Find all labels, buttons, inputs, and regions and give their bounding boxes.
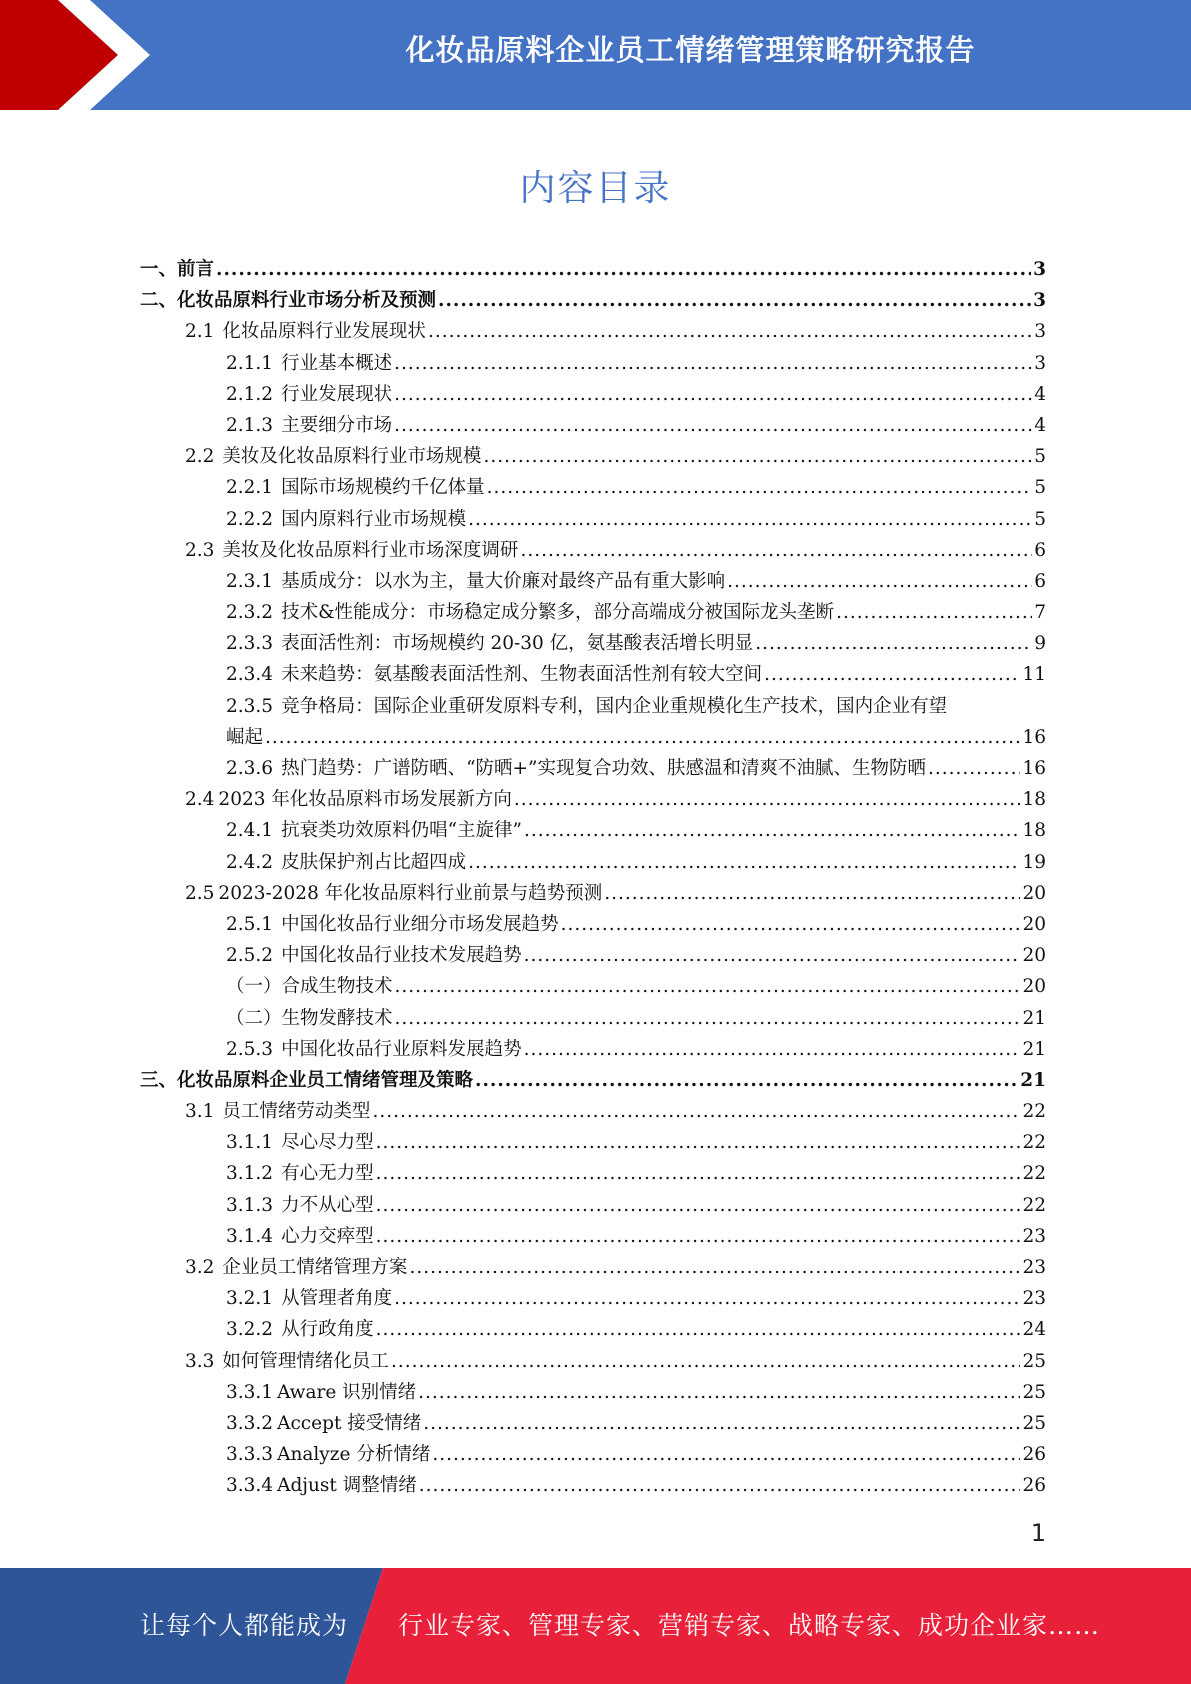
toc-entry-number: 三、 bbox=[140, 1069, 178, 1091]
toc-entry-text: 竞争格局：国际企业重研发原料专利，国内企业重规模化生产技术，国内企业有望 bbox=[281, 695, 948, 717]
toc-entry-number: 3.3 bbox=[185, 1350, 215, 1372]
toc-entry[interactable] bbox=[140, 566, 1046, 597]
toc-entry-text: 未来趋势：氨基酸表面活性剂、生物表面活性剂有较大空间 bbox=[281, 664, 763, 686]
toc-entry-number: 3.3.2 bbox=[226, 1412, 274, 1434]
toc-page-number: 26 bbox=[1022, 1444, 1046, 1466]
toc-dot-leader bbox=[376, 1221, 1021, 1252]
toc-entry-text: 从行政角度 bbox=[281, 1319, 374, 1341]
toc-page-number: 22 bbox=[1022, 1132, 1046, 1154]
toc-entry-text: 美妆及化妆品原料行业市场规模 bbox=[222, 446, 482, 468]
toc-page-number: 20 bbox=[1022, 945, 1046, 967]
toc-entry-text: 化妆品原料企业员工情绪管理及策略 bbox=[177, 1069, 474, 1091]
toc-dot-leader bbox=[376, 1314, 1021, 1345]
toc-entry-number: 2.3.6 bbox=[226, 758, 274, 779]
toc-dot-leader bbox=[419, 1470, 1021, 1501]
toc-entry[interactable] bbox=[140, 1408, 1046, 1439]
toc-page-number: 16 bbox=[1022, 758, 1046, 779]
toc-dot-leader bbox=[836, 597, 1032, 628]
footer-slogan-right: 行业专家、管理专家、营销专家、战略专家、成功企业家…… bbox=[398, 1611, 1101, 1640]
toc-entry-text: 表面活性剂：市场规模约 20-30 亿，氨基酸表活增长明显 bbox=[281, 633, 754, 655]
toc-page-number: 3 bbox=[1033, 290, 1046, 312]
toc-entry-number: 2.4 bbox=[185, 789, 215, 811]
toc-page-number: 5 bbox=[1034, 446, 1046, 468]
toc-dot-leader bbox=[475, 1065, 1018, 1096]
toc-entry[interactable] bbox=[140, 971, 1046, 1002]
toc-entry-text: 崛起 bbox=[226, 726, 264, 748]
toc-dot-leader bbox=[265, 722, 1020, 753]
toc-entry-number: 2.1.1 bbox=[226, 352, 274, 374]
toc-page-number: 25 bbox=[1022, 1350, 1046, 1372]
toc-page-number: 25 bbox=[1022, 1381, 1046, 1403]
toc-page-number: 4 bbox=[1034, 383, 1046, 405]
toc-page-number: 25 bbox=[1022, 1412, 1046, 1434]
toc-page-number: 3 bbox=[1033, 259, 1046, 280]
toc-dot-leader bbox=[394, 379, 1032, 410]
toc-dot-leader bbox=[438, 285, 1031, 316]
toc-page-number: 4 bbox=[1034, 414, 1046, 436]
toc-dot-leader bbox=[514, 784, 1021, 815]
toc-entry[interactable] bbox=[140, 847, 1046, 878]
toc-entry-number: 2.5.1 bbox=[226, 913, 274, 935]
toc-entry-text: 如何管理情绪化员工 bbox=[222, 1350, 389, 1372]
toc-dot-leader bbox=[394, 1283, 1020, 1314]
toc-entry[interactable] bbox=[140, 1190, 1046, 1221]
toc-entry-number: 2.3.3 bbox=[226, 633, 274, 655]
toc-entry[interactable] bbox=[140, 410, 1046, 441]
toc-entry-number: 2.5 bbox=[185, 882, 215, 904]
toc-dot-leader bbox=[409, 1252, 1020, 1283]
toc-entry-text: 力不从心型 bbox=[281, 1194, 374, 1216]
toc-page-number: 18 bbox=[1022, 789, 1046, 811]
toc-entry[interactable] bbox=[140, 504, 1046, 535]
toc-dot-leader bbox=[376, 1127, 1021, 1158]
toc-entry-number: 2.5.3 bbox=[226, 1038, 274, 1060]
toc-entry-text: （二）生物发酵技术 bbox=[226, 1007, 393, 1029]
toc-entry-text: 技术&性能成分：市场稳定成分繁多，部分高端成分被国际龙头垄断 bbox=[281, 602, 835, 624]
toc-page-number: 3 bbox=[1034, 352, 1046, 374]
toc-dot-leader bbox=[468, 847, 1020, 878]
page-number: 1 bbox=[1030, 1519, 1046, 1547]
toc-entry-text: （一）合成生物技术 bbox=[226, 976, 393, 998]
toc-entry-text: Adjust 调整情绪 bbox=[277, 1475, 417, 1497]
toc-dot-leader bbox=[727, 566, 1032, 597]
toc-entry[interactable] bbox=[140, 1346, 1046, 1377]
toc-entry-continuation[interactable] bbox=[140, 722, 1046, 753]
toc-entry[interactable] bbox=[140, 691, 1046, 722]
toc-dot-leader bbox=[376, 1158, 1021, 1189]
toc-page-number: 20 bbox=[1022, 913, 1046, 935]
toc-page-number: 23 bbox=[1022, 1257, 1046, 1278]
toc-dot-leader bbox=[755, 628, 1032, 659]
toc-entry-number: 3.3.1 bbox=[226, 1381, 274, 1403]
toc-dot-leader bbox=[524, 815, 1020, 846]
page-footer bbox=[0, 1568, 1191, 1684]
toc-dot-leader bbox=[216, 254, 1031, 285]
toc-dot-leader bbox=[376, 1190, 1021, 1221]
toc-dot-leader bbox=[468, 504, 1032, 535]
toc-entry-number: 一、 bbox=[140, 259, 178, 280]
toc-page-number: 26 bbox=[1022, 1475, 1046, 1497]
toc-entry-number: 3.1.2 bbox=[226, 1163, 274, 1185]
toc-entry[interactable] bbox=[140, 472, 1046, 503]
toc-page-number: 22 bbox=[1022, 1163, 1046, 1185]
toc-entry-text: 中国化妆品行业细分市场发展趋势 bbox=[281, 913, 559, 935]
toc-entry-number: 2.1.3 bbox=[226, 414, 274, 436]
toc-entry-number: 2.1 bbox=[185, 321, 215, 343]
toc-page-number: 9 bbox=[1034, 633, 1046, 655]
toc-entry-number: 2.3.4 bbox=[226, 664, 274, 686]
footer-slogan-left: 让每个人都能成为 bbox=[140, 1611, 349, 1640]
toc-page-number: 3 bbox=[1034, 321, 1046, 343]
toc-entry-text: 国际市场规模约千亿体量 bbox=[281, 477, 485, 499]
toc-title: 内容目录 bbox=[519, 168, 672, 209]
toc-entry-text: 抗衰类功效原料仍唱“主旋律” bbox=[281, 820, 522, 842]
toc-entry-number: 3.1 bbox=[185, 1101, 215, 1123]
toc-entry[interactable] bbox=[140, 316, 1046, 347]
toc-page-number: 21 bbox=[1020, 1069, 1046, 1091]
toc-dot-leader bbox=[561, 909, 1021, 940]
toc-page-number: 22 bbox=[1022, 1101, 1046, 1123]
toc-dot-leader bbox=[483, 441, 1032, 472]
toc-entry-number: 2.4.2 bbox=[226, 851, 274, 873]
toc-dot-leader bbox=[928, 753, 1020, 784]
toc-page-number: 23 bbox=[1022, 1288, 1046, 1310]
toc-entry-number: 二、 bbox=[140, 290, 178, 312]
toc-entry-text: 心力交瘁型 bbox=[281, 1225, 374, 1247]
toc-entry-text: 企业员工情绪管理方案 bbox=[222, 1257, 408, 1278]
toc-entry-text: Accept 接受情绪 bbox=[277, 1412, 422, 1434]
toc-entry[interactable] bbox=[140, 1003, 1046, 1034]
toc-entry[interactable] bbox=[140, 1127, 1046, 1158]
toc-entry-number: 2.2.1 bbox=[226, 477, 274, 499]
toc-entry[interactable] bbox=[140, 1283, 1046, 1314]
toc-entry-text: 2023-2028 年化妆品原料行业前景与趋势预测 bbox=[218, 882, 603, 904]
toc-entry-text: 中国化妆品行业技术发展趋势 bbox=[281, 945, 522, 967]
toc-entry[interactable] bbox=[140, 597, 1046, 628]
toc-entry-number: 2.5.2 bbox=[226, 945, 274, 967]
toc-entry-number: 2.3 bbox=[185, 539, 215, 561]
toc-page-number: 23 bbox=[1022, 1225, 1046, 1247]
toc-entry-text: 尽心尽力型 bbox=[281, 1132, 374, 1154]
toc-dot-leader bbox=[395, 971, 1021, 1002]
table-of-contents bbox=[140, 254, 1046, 1502]
toc-page-number: 5 bbox=[1034, 508, 1046, 530]
toc-entry[interactable] bbox=[140, 1439, 1046, 1470]
toc-dot-leader bbox=[391, 1346, 1021, 1377]
toc-entry[interactable] bbox=[140, 1314, 1046, 1345]
toc-entry-text: 主要细分市场 bbox=[281, 414, 393, 436]
toc-entry-number: 2.2.2 bbox=[226, 508, 274, 530]
toc-entry[interactable] bbox=[140, 441, 1046, 472]
toc-entry[interactable] bbox=[140, 1221, 1046, 1252]
toc-entry[interactable] bbox=[140, 348, 1046, 379]
toc-dot-leader bbox=[423, 1408, 1020, 1439]
toc-page-number: 21 bbox=[1022, 1007, 1046, 1029]
toc-entry-number: 3.2.2 bbox=[226, 1319, 274, 1341]
toc-entry-number: 2.3.5 bbox=[226, 695, 274, 717]
toc-page-number: 5 bbox=[1034, 477, 1046, 499]
header-title: 化妆品原料企业员工情绪管理策略研究报告 bbox=[405, 33, 976, 67]
toc-page-number: 6 bbox=[1034, 570, 1046, 592]
toc-dot-leader bbox=[764, 659, 1020, 690]
toc-entry-number: 2.1.2 bbox=[226, 383, 274, 405]
toc-entry-text: 美妆及化妆品原料行业市场深度调研 bbox=[222, 539, 519, 561]
toc-entry-text: 化妆品原料行业发展现状 bbox=[222, 321, 426, 343]
toc-entry-text: 2023 年化妆品原料市场发展新方向 bbox=[218, 789, 512, 811]
toc-page-number: 18 bbox=[1022, 820, 1046, 842]
toc-entry-text: 有心无力型 bbox=[281, 1163, 374, 1185]
toc-dot-leader bbox=[394, 410, 1032, 441]
toc-entry-number: 3.2.1 bbox=[226, 1288, 274, 1310]
toc-entry-text: 行业发展现状 bbox=[281, 383, 393, 405]
toc-entry[interactable] bbox=[140, 753, 1046, 784]
toc-dot-leader bbox=[604, 878, 1020, 909]
toc-page-number: 20 bbox=[1022, 976, 1046, 998]
toc-entry-number: 2.3.2 bbox=[226, 602, 274, 624]
toc-page-number: 24 bbox=[1022, 1319, 1046, 1341]
toc-entry-text: 员工情绪劳动类型 bbox=[222, 1101, 371, 1123]
toc-entry[interactable] bbox=[140, 1252, 1046, 1283]
toc-dot-leader bbox=[524, 1034, 1021, 1065]
toc-dot-leader bbox=[432, 1439, 1020, 1470]
toc-page-number: 21 bbox=[1022, 1038, 1046, 1060]
toc-entry[interactable] bbox=[140, 254, 1046, 285]
toc-dot-leader bbox=[394, 348, 1032, 379]
toc-entry[interactable] bbox=[140, 535, 1046, 566]
toc-entry[interactable] bbox=[140, 1470, 1046, 1501]
toc-dot-leader bbox=[395, 1003, 1021, 1034]
toc-entry[interactable] bbox=[140, 285, 1046, 316]
toc-entry-number: 3.2 bbox=[185, 1257, 215, 1278]
toc-entry[interactable] bbox=[140, 628, 1046, 659]
toc-entry[interactable] bbox=[140, 1065, 1046, 1096]
toc-entry-text: 化妆品原料行业市场分析及预测 bbox=[177, 290, 437, 312]
toc-dot-leader bbox=[372, 1096, 1020, 1127]
toc-entry-text: 前言 bbox=[177, 259, 215, 280]
toc-entry-number: 2.2 bbox=[185, 446, 215, 468]
toc-entry-text: Aware 识别情绪 bbox=[277, 1381, 417, 1403]
toc-dot-leader bbox=[428, 316, 1032, 347]
toc-entry-text: 中国化妆品行业原料发展趋势 bbox=[281, 1038, 522, 1060]
toc-entry-number: 3.1.3 bbox=[226, 1194, 274, 1216]
toc-entry-number: 3.1.4 bbox=[226, 1225, 274, 1247]
toc-dot-leader bbox=[524, 940, 1021, 971]
toc-dot-leader bbox=[487, 472, 1033, 503]
toc-dot-leader bbox=[520, 535, 1032, 566]
toc-entry[interactable] bbox=[140, 1096, 1046, 1127]
toc-entry[interactable] bbox=[140, 1158, 1046, 1189]
toc-entry-number: 2.4.1 bbox=[226, 820, 274, 842]
toc-page-number: 7 bbox=[1034, 602, 1046, 624]
toc-entry-text: 国内原料行业市场规模 bbox=[281, 508, 467, 530]
toc-page-number: 19 bbox=[1022, 851, 1046, 873]
toc-entry[interactable] bbox=[140, 379, 1046, 410]
toc-entry-number: 3.3.3 bbox=[226, 1444, 274, 1466]
toc-entry-text: 热门趋势：广谱防晒、“防晒+”实现复合功效、肤感温和清爽不油腻、生物防晒 bbox=[281, 758, 926, 779]
toc-entry[interactable] bbox=[140, 815, 1046, 846]
toc-dot-leader bbox=[418, 1377, 1020, 1408]
toc-entry-text: 基质成分：以水为主，量大价廉对最终产品有重大影响 bbox=[281, 570, 726, 592]
toc-entry-number: 3.3.4 bbox=[226, 1475, 274, 1497]
toc-page-number: 6 bbox=[1034, 539, 1046, 561]
toc-page-number: 20 bbox=[1022, 882, 1046, 904]
toc-page-number: 11 bbox=[1022, 664, 1046, 686]
toc-entry[interactable] bbox=[140, 940, 1046, 971]
toc-entry[interactable] bbox=[140, 909, 1046, 940]
toc-entry[interactable] bbox=[140, 1377, 1046, 1408]
toc-entry[interactable] bbox=[140, 784, 1046, 815]
toc-page-number: 16 bbox=[1022, 726, 1046, 748]
toc-entry-text: Analyze 分析情绪 bbox=[277, 1444, 431, 1466]
toc-entry-text: 从管理者角度 bbox=[281, 1288, 393, 1310]
toc-entry[interactable] bbox=[140, 659, 1046, 690]
toc-entry-text: 皮肤保护剂占比超四成 bbox=[281, 851, 467, 873]
toc-entry[interactable] bbox=[140, 1034, 1046, 1065]
toc-page-number: 22 bbox=[1022, 1194, 1046, 1216]
toc-entry-number: 2.3.1 bbox=[226, 570, 274, 592]
toc-entry[interactable] bbox=[140, 878, 1046, 909]
toc-entry-number: 3.1.1 bbox=[226, 1132, 274, 1154]
page-header bbox=[0, 0, 1191, 110]
toc-entry-text: 行业基本概述 bbox=[281, 352, 393, 374]
